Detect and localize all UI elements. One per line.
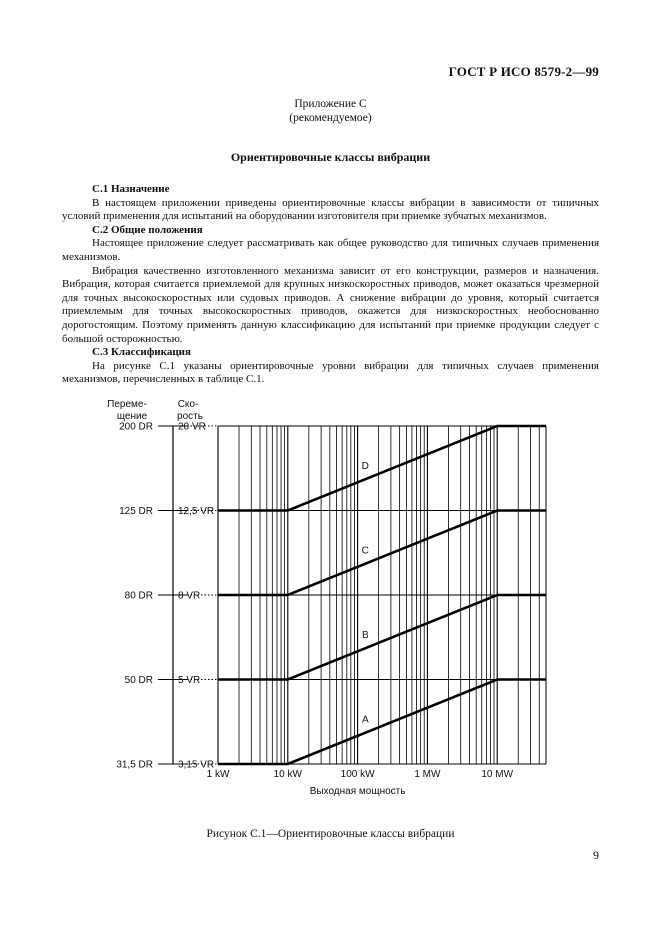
section-heading: С.1 Назначение (92, 183, 170, 195)
paragraph: Вибрация качественно изготовленного механизма зависит от его конструкции, размеров и назначения. Вибрация, которая считается приемлемой для крупных низкоскоростных приводов, может оказаться чрезмерной для точных высокоскоростных или судовых приводов. А снижение вибрации до уровня, который считается приемлемым для точных высокоскоростных приводов, окажется для низкоскоростных необоснованно дорогостоящим. Поэтому применять данную классификацию для испытаний при приемке продукции следует с большой осторожностью. (62, 264, 599, 345)
right-axis-tick-label: 5 VR (178, 675, 201, 686)
document-id-header: ГОСТ Р ИСО 8579-2—99 (448, 64, 599, 79)
series-label-c: C (361, 545, 369, 557)
left-axis-tick-label: 200 DR (119, 421, 153, 433)
figure-c1 (0, 388, 661, 813)
x-tick-label: 1 kW (206, 769, 230, 780)
right-axis-tick-label: 8 VR (178, 590, 201, 602)
labels (107, 399, 513, 797)
left-axis-tick-label: 50 DR (124, 675, 153, 686)
page-number: 9 (593, 848, 599, 862)
left-axis-label: щение (116, 411, 148, 422)
left-axis-tick-label: 125 DR (119, 506, 153, 517)
right-axis-tick-label: 3,15 VR (178, 759, 215, 771)
left-axis-tick-label: 80 DR (124, 590, 153, 602)
right-axis-tick-label: 20 VR (178, 421, 206, 433)
section-heading: С.2 Общие положения (92, 223, 203, 236)
series-label-b: B (361, 630, 369, 642)
series-label-d: D (361, 461, 369, 473)
figure-caption: Рисунок С.1—Ориентировочные классы вибрации (206, 828, 455, 840)
vibration-class-chart (0, 388, 661, 808)
x-tick-label: 10 MW (481, 769, 514, 780)
annex-status: (рекомендуемое) (289, 112, 372, 124)
paragraph: Настоящее приложение следует рассматривать как общее руководство для типичных случаев применения механизмов. (62, 237, 599, 263)
right-axis-label: рость (177, 411, 203, 422)
paragraph: На рисунке С.1 указаны ориентировочные уровни вибрации для типичных случаев применения механизмов, перечисленных в таблице С.1. (62, 359, 599, 386)
x-tick-label: 1 MW (414, 769, 441, 780)
series-label-a: A (361, 714, 369, 726)
section-heading: С.3 Классификация (92, 346, 191, 359)
left-axis-label: Переме- (107, 399, 147, 410)
annex-title: Приложение С (294, 98, 367, 110)
left-axis-tick-label: 31,5 DR (116, 759, 153, 771)
x-tick-label: 10 kW (273, 769, 302, 780)
x-axis-label: Выходная мощность (309, 786, 406, 797)
body-text (62, 183, 599, 387)
right-axis-tick-label: 12,5 VR (178, 506, 215, 517)
x-tick-label: 100 kW (340, 769, 375, 780)
paragraph: В настоящем приложении приведены ориентировочные классы вибрации в зависимости от типичных условий применения для испытаний на оборудовании изготовителя при приемке зубчатых механизмов. (62, 196, 599, 223)
right-axis-label: Ско- (177, 399, 199, 410)
main-title: Ориентировочные классы вибрации (230, 150, 431, 164)
